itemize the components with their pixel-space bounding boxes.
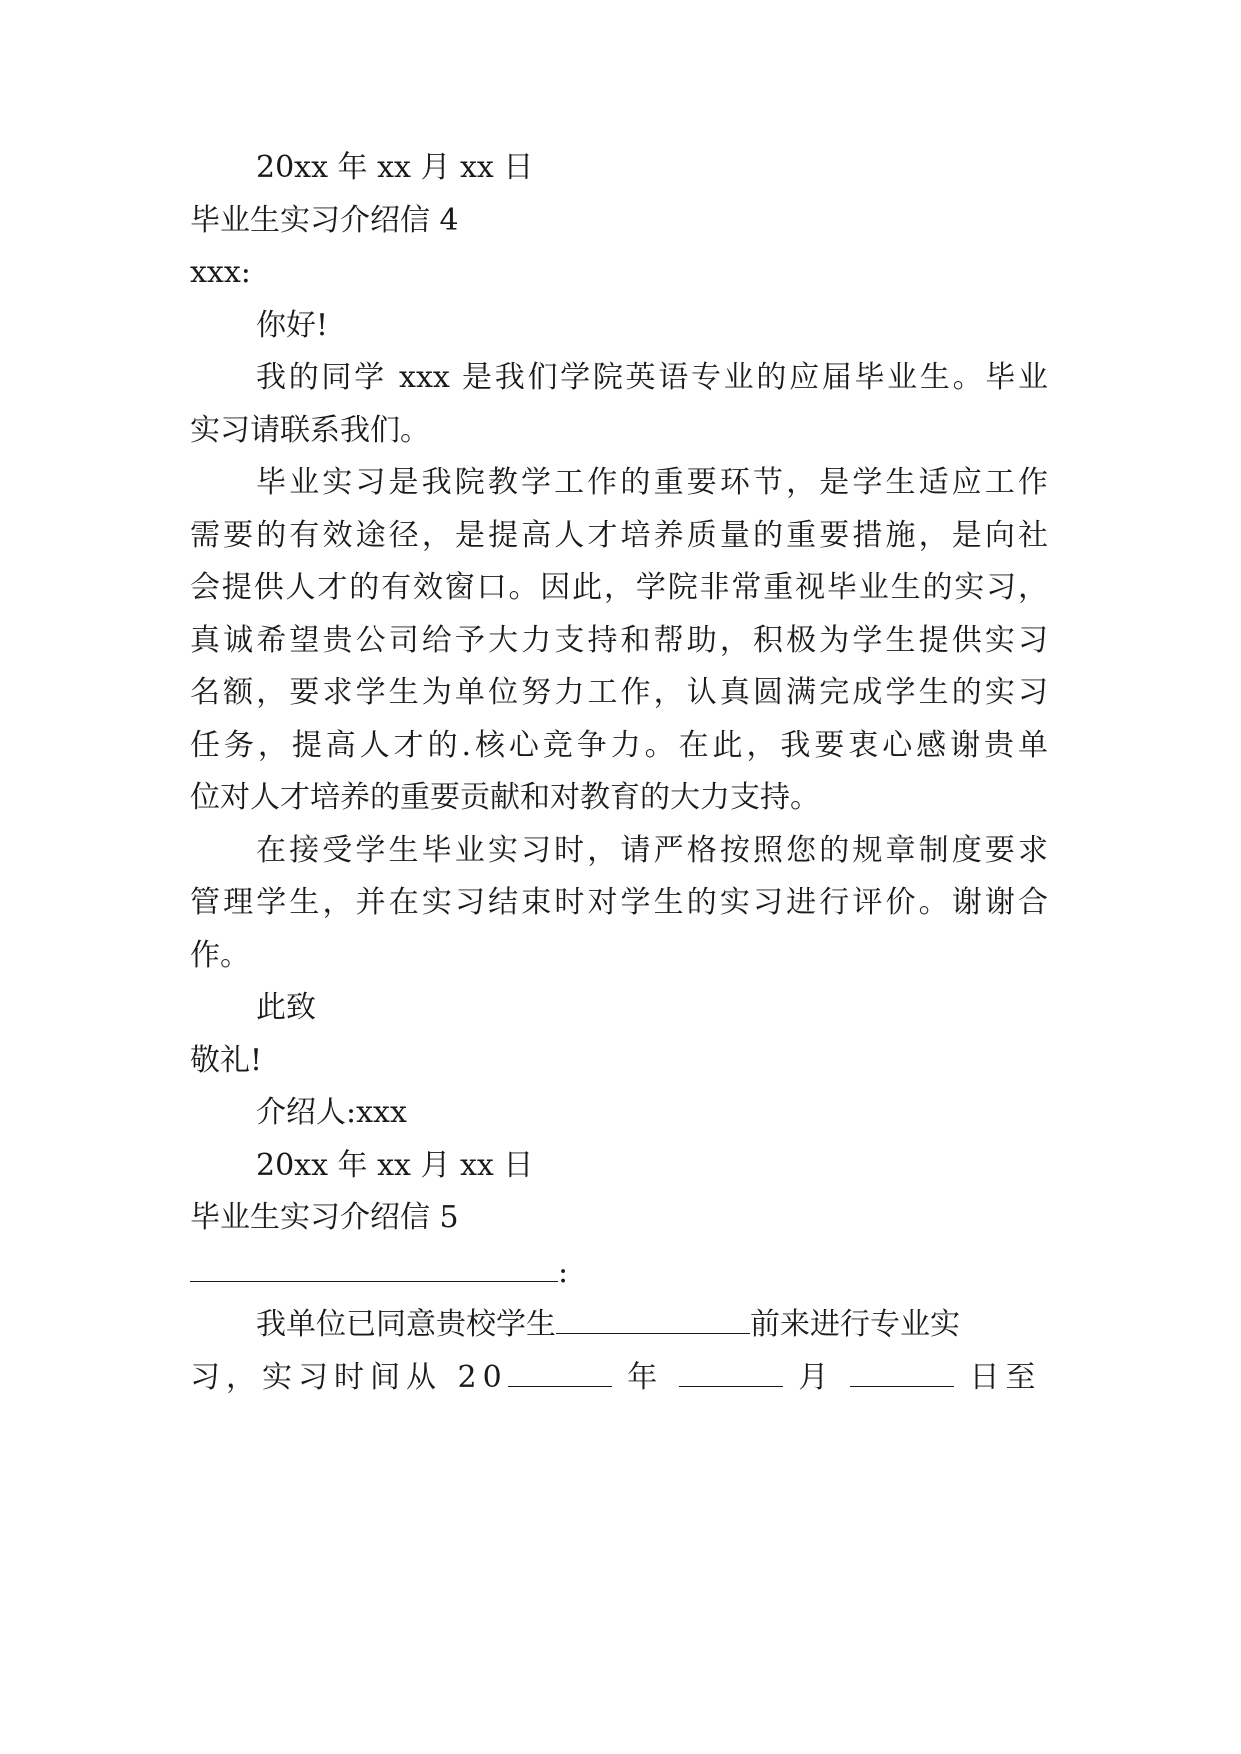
paragraph-2-line: 会提供人才的有效窗口。因此，学院非常重视毕业生的实习， — [190, 570, 1048, 605]
month-blank — [679, 1356, 783, 1387]
paragraph-2-line: 任务，提高人才的.核心竞争力。在此，我要衷心感谢贵单 — [190, 728, 1048, 763]
closing-salute: 敬礼! — [190, 1043, 263, 1078]
paragraph-2-line: 名额，要求学生为单位努力工作，认真圆满完成学生的实习 — [190, 675, 1048, 710]
paragraph-1-line: 实习请联系我们。 — [190, 413, 430, 448]
student-name-blank — [556, 1303, 750, 1334]
greeting: 你好! — [256, 308, 329, 343]
closing-phrase: 此致 — [256, 990, 316, 1025]
title-letter-5: 毕业生实习介绍信 5 — [190, 1200, 459, 1235]
paragraph-3-line: 管理学生，并在实习结束时对学生的实习进行评价。谢谢合 — [190, 885, 1048, 920]
text-segment: 日至 — [969, 1360, 1042, 1395]
paragraph-1-line: 我的同学 xxx 是我们学院英语专业的应届毕业生。毕业 — [256, 360, 1048, 395]
letter-5-line-1 — [256, 1303, 1048, 1345]
recipient-blank-line — [190, 1251, 1048, 1293]
year-blank — [508, 1356, 612, 1387]
recipient-colon: : — [558, 1255, 569, 1290]
paragraph-2-line: 真诚希望贵公司给予大力支持和帮助，积极为学生提供实习 — [190, 623, 1048, 658]
text-segment: 年 — [627, 1360, 664, 1395]
introducer-signature: 介绍人:xxx — [256, 1095, 407, 1130]
text-segment: 习，实习时间从 20 — [190, 1360, 508, 1395]
paragraph-2-line: 需要的有效途径，是提高人才培养质量的重要措施，是向社 — [190, 518, 1048, 553]
text-segment: 我单位已同意贵校学生 — [256, 1307, 556, 1342]
paragraph-2-line: 位对人才培养的重要贡献和对教育的大力支持。 — [190, 780, 820, 815]
paragraph-3-line: 在接受学生毕业实习时，请严格按照您的规章制度要求 — [256, 833, 1048, 868]
recipient-blank — [190, 1251, 558, 1282]
date-bottom: 20xx 年 xx 月 xx 日 — [256, 1148, 534, 1183]
paragraph-2-line: 毕业实习是我院教学工作的重要环节，是学生适应工作 — [256, 465, 1048, 500]
title-letter-4: 毕业生实习介绍信 4 — [190, 203, 459, 238]
date-top: 20xx 年 xx 月 xx 日 — [256, 150, 534, 185]
letter-5-line-2 — [190, 1356, 1048, 1398]
text-segment: 前来进行专业实 — [750, 1307, 960, 1342]
paragraph-3-line: 作。 — [190, 938, 250, 973]
salutation: xxx: — [190, 255, 251, 290]
day-blank — [850, 1356, 954, 1387]
text-segment: 月 — [798, 1360, 835, 1395]
